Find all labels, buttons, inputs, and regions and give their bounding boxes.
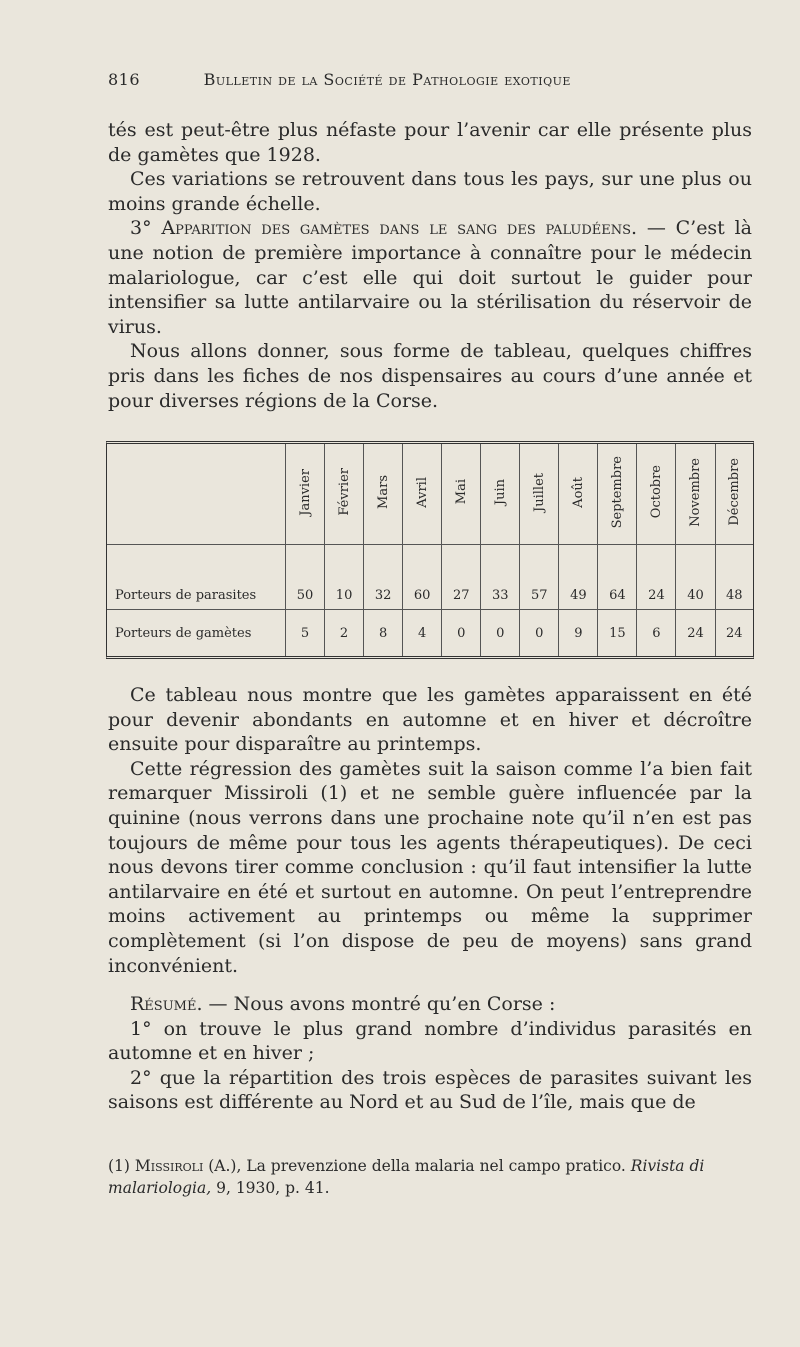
journal-title: Bulletin de la Société de Pathologie exotique	[203, 70, 571, 89]
month-header: Septembre	[598, 444, 637, 545]
month-header: Février	[325, 444, 364, 545]
table-cell: 64	[598, 545, 637, 610]
table-cell: 15	[598, 610, 637, 657]
row-label: Porteurs de parasites	[107, 545, 286, 610]
table-cell: 2	[325, 610, 364, 657]
table-cell: 27	[442, 545, 481, 610]
month-header: Mai	[442, 444, 481, 545]
table-cell: 57	[520, 545, 559, 610]
page-number: 816	[108, 70, 141, 89]
running-header	[108, 70, 758, 89]
table-cell: 60	[403, 545, 442, 610]
gametes-table	[106, 441, 754, 659]
month-header: Août	[559, 444, 598, 545]
table-cell: 8	[364, 610, 403, 657]
resume-intro: — Nous avons montré qu’en Corse :	[202, 993, 556, 1015]
table-cell: 24	[676, 610, 715, 657]
table-cell: 0	[481, 610, 520, 657]
table-row	[107, 545, 753, 610]
section-text: — C’est là une notion de première importance à connaître pour le médecin malariologue, car c’est elle qui doit surtout le guider pour intensifier sa lutte antilarvaire ou la stérilisation du réservoir de virus.	[108, 217, 752, 338]
footnote-marker: (1)	[108, 1157, 130, 1175]
table-cell: 0	[442, 610, 481, 657]
month-header: Juillet	[520, 444, 559, 545]
table-cell: 33	[481, 545, 520, 610]
row-label: Porteurs de gamètes	[115, 625, 252, 641]
paragraph: Cette régression des gamètes suit la saison comme l’a bien fait remarquer Missiroli (1) et ne semble guère influencée par la quinine (nous verrons dans une prochaine note qu’il n’en est pas toujours de même pour tous les agents thérapeutiques). De ceci nous devons tirer comme conclusion : qu’il faut intensifier la lutte antilarvaire en été et surtout en automne. On peut l’entreprendre moins activement au printemps ou même la supprimer complètement (si l’on dispose de peu de moyens) sans grand inconvénient.	[108, 757, 752, 977]
resume-section	[108, 992, 752, 1115]
table-cell: 48	[715, 545, 753, 610]
table-corner	[107, 444, 286, 545]
footnote-author: Missiroli (A.),	[134, 1157, 242, 1175]
paragraph: tés est peut-être plus néfaste pour l’avenir car elle présente plus de gamètes que 1928.	[108, 119, 752, 166]
table-cell: 24	[715, 610, 753, 657]
month-header: Avril	[403, 444, 442, 545]
section-heading: 3° Apparition des gamètes dans le sang des paludéens.	[130, 217, 638, 240]
table-cell: 6	[637, 610, 676, 657]
resume-item: 2° que la répartition des trois espèces de parasites suivant les saisons est différente au Nord et au Sud de l’île, mais que de	[108, 1066, 752, 1114]
footnote	[108, 1155, 752, 1199]
month-header: Janvier	[286, 444, 325, 545]
middle-text	[108, 683, 752, 978]
table-cell: 0	[520, 610, 559, 657]
resume-heading: Résumé.	[130, 993, 203, 1015]
month-header: Mars	[364, 444, 403, 545]
paragraph: Ces variations se retrouvent dans tous les pays, sur une plus ou moins grande échelle.	[108, 168, 752, 215]
table-cell: 40	[676, 545, 715, 610]
month-header: Novembre	[676, 444, 715, 545]
table-cell: 32	[364, 545, 403, 610]
footnote-title: La prevenzione della malaria nel campo pratico.	[246, 1157, 626, 1175]
month-header: Décembre	[715, 444, 753, 545]
section-paragraph	[108, 216, 752, 339]
month-header: Octobre	[637, 444, 676, 545]
table-cell: 4	[403, 610, 442, 657]
month-header: Juin	[481, 444, 520, 545]
resume-item: 1° on trouve le plus grand nombre d’individus parasités en automne et en hiver ;	[108, 1017, 752, 1065]
paragraph: Ce tableau nous montre que les gamètes apparaissent en été pour devenir abondants en automne et en hiver et décroître ensuite pour disparaître au printemps.	[108, 684, 752, 756]
table-cell: 49	[559, 545, 598, 610]
table-cell: 9	[559, 610, 598, 657]
top-text	[108, 118, 752, 413]
footnote-journal: Rivista di malariologia,	[108, 1157, 705, 1197]
table-cell: 10	[325, 545, 364, 610]
footnote-ref: 9, 1930, p. 41.	[216, 1179, 330, 1197]
table-cell: 24	[637, 545, 676, 610]
paragraph: Nous allons donner, sous forme de tableau, quelques chiffres pris dans les fiches de nos dispensaires au cours d’une année et pour diverses régions de la Corse.	[108, 340, 752, 412]
resume-paragraph	[108, 992, 752, 1017]
table-cell: 5	[286, 610, 325, 657]
table-row	[107, 610, 753, 657]
table-cell: 50	[286, 545, 325, 610]
